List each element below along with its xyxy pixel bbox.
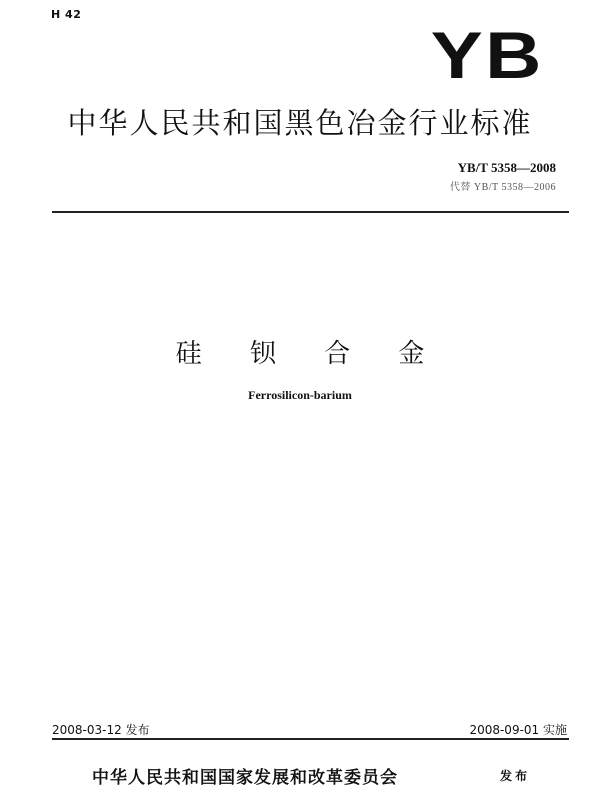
top-divider xyxy=(52,211,569,213)
classification-code: H 42 xyxy=(51,8,82,21)
bottom-divider xyxy=(52,738,569,740)
org-title: 中华人民共和国黑色冶金行业标准 xyxy=(67,106,533,140)
yb-logo: YB xyxy=(431,18,544,92)
document-title: 硅 钡 合 金 xyxy=(175,339,445,369)
implementation-date: 2008-09-01 实施 xyxy=(469,723,567,737)
publisher-name: 中华人民共和国国家发展和改革委员会 xyxy=(92,768,398,788)
replaces-note: 代替 YB/T 5358—2006 xyxy=(449,182,556,193)
document-subtitle: Ferrosilicon-barium xyxy=(248,388,352,402)
issue-date: 2008-03-12 发布 xyxy=(52,723,150,737)
publish-label: 发布 xyxy=(500,769,531,783)
standard-number: YB/T 5358—2008 xyxy=(457,160,556,175)
